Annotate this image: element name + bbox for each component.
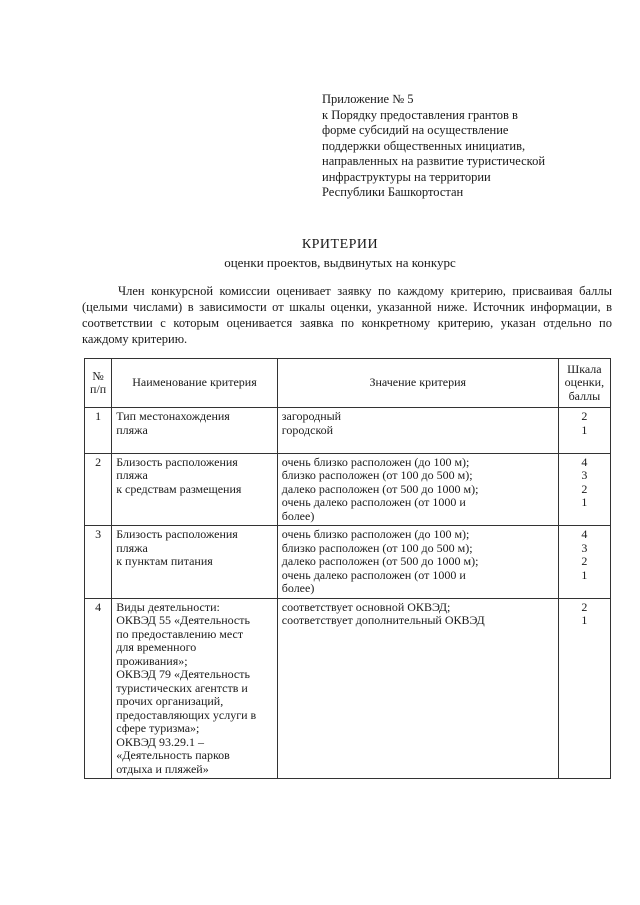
annex-line: Приложение № 5: [322, 92, 414, 106]
value-line: близко расположен (от 100 до 500 м);: [281, 468, 473, 482]
row-name: [112, 408, 278, 454]
criteria-table: [84, 358, 611, 779]
name-line: к пунктам питания: [116, 554, 213, 568]
row-scores: [558, 453, 610, 526]
score-value: 3: [581, 540, 588, 555]
name-line: Виды деятельности:: [116, 599, 220, 614]
value-line: очень близко расположен (до 100 м);: [281, 527, 470, 541]
score-value: 1: [581, 422, 588, 437]
annex-line: форме субсидий на осуществление: [322, 123, 509, 137]
annex-line: поддержки общественных инициатив,: [322, 138, 526, 153]
name-line: пляжа: [116, 422, 148, 437]
name-line: по предоставлению мест: [116, 626, 244, 641]
value-line: очень далеко расположен (от 1000 и: [281, 495, 466, 509]
intro-paragraph: [82, 283, 612, 347]
score-value: 4: [581, 527, 588, 541]
annex-line: направленных на развитие туристической: [322, 154, 546, 168]
row-num: 2: [85, 453, 112, 526]
value-line: городской: [281, 422, 334, 437]
score-value: 1: [581, 495, 588, 509]
value-line: более): [281, 581, 315, 595]
name-line: ОКВЭД 93.29.1 –: [116, 734, 204, 749]
name-line: для временного: [116, 640, 197, 654]
score-value: 2: [581, 599, 588, 614]
row-scores: [558, 408, 610, 454]
table-row: [85, 453, 611, 526]
name-line: отдыха и пляжей»: [116, 761, 209, 776]
table-row: [85, 598, 611, 779]
value-line: загородный: [281, 409, 342, 423]
header-num: № п/п: [85, 359, 112, 408]
score-value: 4: [581, 454, 588, 469]
row-values: [277, 453, 558, 526]
annex-line: инфраструктуры на территории: [322, 169, 491, 184]
value-line: далеко расположен (от 500 до 1000 м);: [281, 554, 479, 568]
row-name: [112, 598, 278, 779]
annex-block: [322, 92, 622, 201]
document-title: КРИТЕРИИ: [301, 237, 379, 252]
document-subtitle: оценки проектов, выдвинутых на конкурс: [224, 255, 456, 270]
header-name: Наименование критерия: [112, 359, 278, 408]
row-name: [112, 526, 278, 599]
score-value: 2: [581, 409, 588, 423]
row-num: 3: [85, 526, 112, 599]
name-line: ОКВЭД 79 «Деятельность: [116, 667, 250, 681]
name-line: туристических агентств и: [116, 680, 248, 695]
score-value: 1: [581, 613, 588, 627]
score-value: 2: [581, 481, 588, 496]
name-line: сфере туризма»;: [116, 721, 200, 735]
intro-text: Член конкурсной комиссии оценивает заявку по каждому критерию, присваивая баллы (целыми числами) в зависимости от шкалы оценки, указанной ниже. Источник информации, в соответствии с которым оценивается заявка по конкретному критерию, указан отдельно по каждому критерию.: [82, 284, 612, 346]
name-line: прочих организаций,: [116, 694, 224, 708]
value-line: очень далеко расположен (от 1000 и: [281, 567, 466, 582]
value-line: более): [281, 508, 315, 523]
name-line: Близость расположения: [116, 454, 238, 469]
score-value: 2: [581, 554, 588, 568]
row-name: [112, 453, 278, 526]
row-scores: [558, 598, 610, 779]
name-line: ОКВЭД 55 «Деятельность: [116, 613, 250, 627]
name-line: пляжа: [116, 540, 148, 555]
row-values: [277, 526, 558, 599]
name-line: проживания»;: [116, 653, 188, 668]
value-line: очень близко расположен (до 100 м);: [281, 454, 470, 469]
header-value: Значение критерия: [277, 359, 558, 408]
row-values: [277, 598, 558, 779]
name-line: Близость расположения: [116, 527, 238, 541]
name-line: Тип местонахождения: [116, 409, 230, 423]
score-value: 3: [581, 468, 588, 482]
annex-line: к Порядку предоставления грантов в: [322, 107, 518, 122]
row-scores: [558, 526, 610, 599]
row-num: 1: [85, 408, 112, 454]
row-values: [277, 408, 558, 454]
value-line: соответствует дополнительный ОКВЭД: [281, 613, 485, 627]
table-header-row: [85, 359, 611, 408]
name-line: пляжа: [116, 468, 148, 482]
annex-line: Республики Башкортостан: [322, 185, 464, 199]
table-row: [85, 526, 611, 599]
value-line: далеко расположен (от 500 до 1000 м);: [281, 481, 479, 496]
header-score: Шкала оценки, баллы: [558, 359, 610, 408]
table-row: [85, 408, 611, 454]
score-value: 1: [581, 567, 588, 582]
value-line: соответствует основной ОКВЭД;: [281, 599, 451, 614]
name-line: предоставляющих услуги в: [116, 707, 257, 722]
row-num: 4: [85, 598, 112, 779]
name-line: «Деятельность парков: [116, 748, 230, 762]
name-line: к средствам размещения: [116, 481, 242, 496]
value-line: близко расположен (от 100 до 500 м);: [281, 540, 473, 555]
